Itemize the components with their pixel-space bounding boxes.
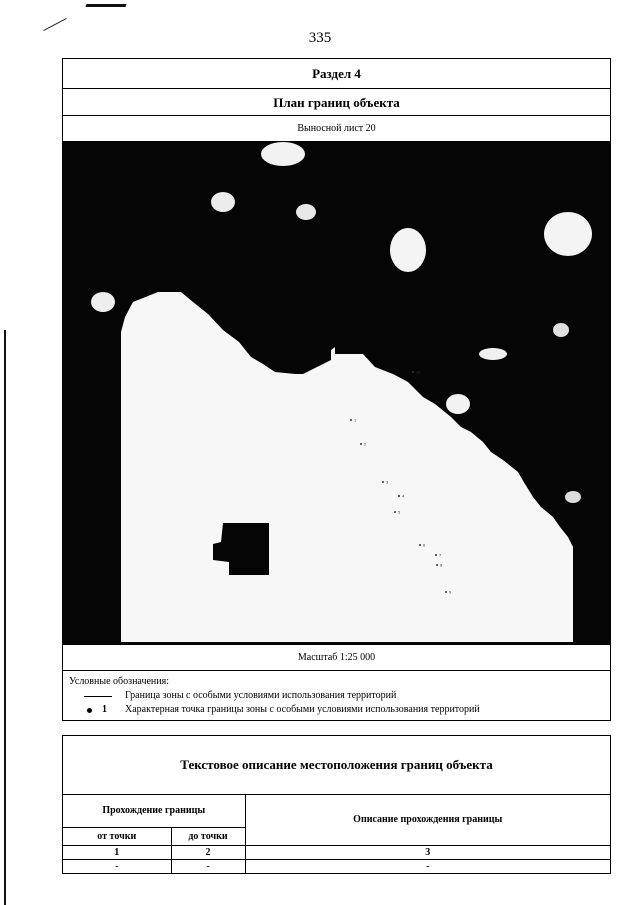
boundary-point-label: 9 [449,589,452,595]
boundary-point-label: 4 [402,493,405,499]
cell-description: - [245,859,610,873]
map-blob [446,394,470,414]
header-description: Описание прохождения границы [245,795,610,845]
boundary-point-label: 7 [439,552,442,558]
map-blob [553,323,569,337]
legend-title: Условные обозначения: [69,676,170,687]
boundary-point-label: 6 [423,542,426,548]
boundary-map [63,142,610,645]
scan-edge [4,330,6,905]
map-blob [544,212,592,256]
section-title: Раздел 4 [63,59,610,89]
scan-mark [85,4,126,7]
boundary-point-label: 3 [386,479,389,485]
cell-to: - [171,859,245,873]
boundary-point-label: 2 [364,441,367,447]
column-number: 1 [63,845,171,859]
description-table [63,795,610,873]
boundary-point-label: 8 [440,562,443,568]
description-table-frame [62,735,611,874]
map-blob [565,491,581,503]
boundary-point [350,419,352,421]
scale-label: Масштаб 1:25 000 [63,645,610,671]
boundary-point [382,481,384,483]
map-blob [479,348,507,360]
header-to: до точки [171,827,245,845]
map-blob [91,292,115,312]
legend-text: Характерная точка границы зоны с особыми условиями использования территорий [125,704,480,715]
map-blob [390,228,426,272]
column-number: 2 [171,845,245,859]
legend [63,671,610,720]
legend-item-boundary [69,689,604,703]
boundary-point [412,371,414,373]
boundary-point [445,591,447,593]
boundary-point [419,544,421,546]
map-blob [296,204,316,220]
header-passage: Прохождение границы [63,795,245,827]
page-number: 335 [308,30,332,46]
cell-from: - [63,859,171,873]
line-icon [69,696,125,697]
map-blob [261,142,305,166]
boundary-point-label: 1 [354,417,357,423]
boundary-point [360,443,362,445]
plan-frame [62,58,611,721]
boundary-point-label: 10 [416,369,421,375]
legend-item-point [69,703,604,717]
map-blob [211,192,235,212]
boundary-point [394,511,396,513]
boundary-point [435,554,437,556]
map-canvas [63,142,610,644]
description-title: Текстовое описание местоположения границ объекта [63,736,610,795]
plan-title: План границ объекта [63,89,610,116]
boundary-point [398,495,400,497]
boundary-point-label: 5 [398,509,401,515]
point-icon: 1 [69,703,125,717]
sheet-title: Выносной лист 20 [63,116,610,142]
boundary-point [436,564,438,566]
header-from: от точки [63,827,171,845]
column-number: 3 [245,845,610,859]
legend-text: Граница зоны с особыми условиями использования территорий [125,690,397,701]
